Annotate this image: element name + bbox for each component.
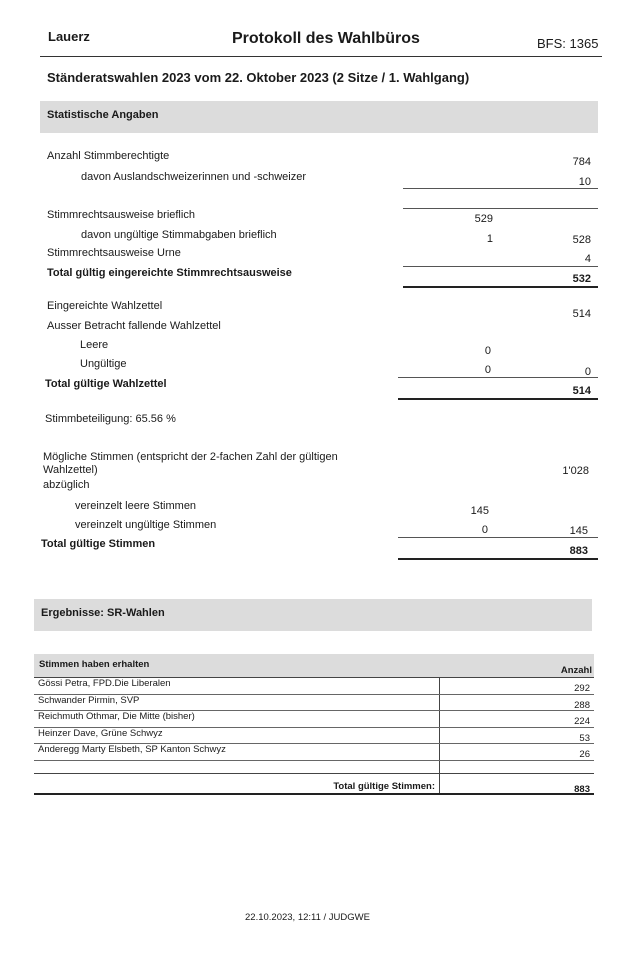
double-rule <box>398 558 598 560</box>
ungueltig-brieflich-value: 1 <box>486 233 493 245</box>
results-total-label: Total gültige Stimmen: <box>333 781 435 792</box>
ausland-value: 10 <box>578 176 591 188</box>
rule <box>403 188 598 189</box>
result-row-name: Reichmuth Othmar, Die Mitte (bisher) <box>38 711 195 722</box>
ungueltige-value: 0 <box>484 364 491 376</box>
results-total-value: 883 <box>574 784 590 795</box>
table-rule <box>34 773 594 774</box>
result-row-name: Gössi Petra, FPD.Die Liberalen <box>38 678 171 689</box>
result-row-count: 224 <box>574 716 590 727</box>
election-title: Ständeratswahlen 2023 vom 22. Oktober 2023 (2 Sitze / 1. Wahlgang) <box>47 70 470 85</box>
total-stimmen-label: Total gültige Stimmen <box>41 538 156 550</box>
leere-stimmen-value: 145 <box>470 505 489 517</box>
col-header-name: Stimmen haben erhalten <box>39 659 150 670</box>
municipality-name: Lauerz <box>48 29 90 44</box>
total-wahlzettel-label: Total gültige Wahlzettel <box>45 378 167 390</box>
rule <box>403 266 598 267</box>
ausser-betracht-total: 0 <box>584 366 591 378</box>
eingereicht-label: Eingereichte Wahlzettel <box>47 300 163 312</box>
leere-label: Leere <box>80 339 109 351</box>
urne-label: Stimmrechtsausweise Urne <box>47 247 181 259</box>
total-ausweise-value: 532 <box>572 273 591 285</box>
rule <box>403 208 598 209</box>
result-row-name: Schwander Pirmin, SVP <box>38 694 140 706</box>
brieflich-value: 529 <box>474 213 493 225</box>
result-row-name: Anderegg Marty Elsbeth, SP Kanton Schwyz <box>38 744 226 755</box>
result-row-name: Heinzer Dave, Grüne Schwyz <box>38 727 163 739</box>
stimmberechtigte-value: 784 <box>572 156 591 168</box>
abzug-total: 145 <box>569 525 588 537</box>
brieflich-net-value: 528 <box>572 234 591 246</box>
page-title: Protokoll des Wahlbüros <box>232 30 420 47</box>
total-ausweise-label: Total gültig eingereichte Stimmrechtsausweise <box>47 267 292 279</box>
double-rule <box>403 286 598 288</box>
result-row-count: 292 <box>574 683 590 694</box>
col-header-count: Anzahl <box>560 665 592 676</box>
ungueltige-label: Ungültige <box>80 358 127 370</box>
results-section-title: Ergebnisse: SR-Wahlen <box>41 607 165 619</box>
table-row-rule <box>34 760 594 761</box>
stimmbeteiligung: Stimmbeteiligung: 65.56 % <box>45 413 176 425</box>
moegliche-label-2: Wahlzettel) <box>43 464 98 476</box>
ausser-betracht-label: Ausser Betracht fallende Wahlzettel <box>47 320 221 332</box>
result-row-count: 26 <box>579 749 590 760</box>
stimmberechtigte-label: Anzahl Stimmberechtigte <box>47 150 170 162</box>
column-divider <box>439 677 440 794</box>
eingereicht-value: 514 <box>572 308 591 320</box>
result-row-count: 53 <box>579 732 590 744</box>
total-wahlzettel-value: 514 <box>572 385 591 397</box>
rule <box>398 377 598 378</box>
brieflich-label: Stimmrechtsausweise brieflich <box>47 209 195 221</box>
ausland-label: davon Auslandschweizerinnen und -schweizer <box>81 171 307 183</box>
result-row-count: 288 <box>574 699 590 711</box>
ungueltige-stimmen-label: vereinzelt ungültige Stimmen <box>75 519 217 531</box>
header-rule <box>40 56 602 57</box>
moegliche-value: 1'028 <box>562 465 589 477</box>
table-total-rule <box>34 793 594 795</box>
rule <box>398 537 598 538</box>
footer-timestamp: 22.10.2023, 12:11 / JUDGWE <box>245 912 370 923</box>
ungueltige-stimmen-value: 0 <box>481 524 488 536</box>
bfs-number: BFS: 1365 <box>537 36 599 51</box>
urne-value: 4 <box>584 253 591 265</box>
leere-stimmen-label: vereinzelt leere Stimmen <box>75 500 197 512</box>
leere-value: 0 <box>484 345 491 357</box>
ungueltig-brieflich-label: davon ungültige Stimmabgaben brieflich <box>81 229 277 241</box>
stats-section-title: Statistische Angaben <box>47 109 159 121</box>
double-rule <box>398 398 598 400</box>
moegliche-label-1: Mögliche Stimmen (entspricht der 2-fachen Zahl der gültigen <box>43 451 338 463</box>
abzueglich-label: abzüglich <box>43 479 90 491</box>
total-stimmen-value: 883 <box>569 545 588 557</box>
